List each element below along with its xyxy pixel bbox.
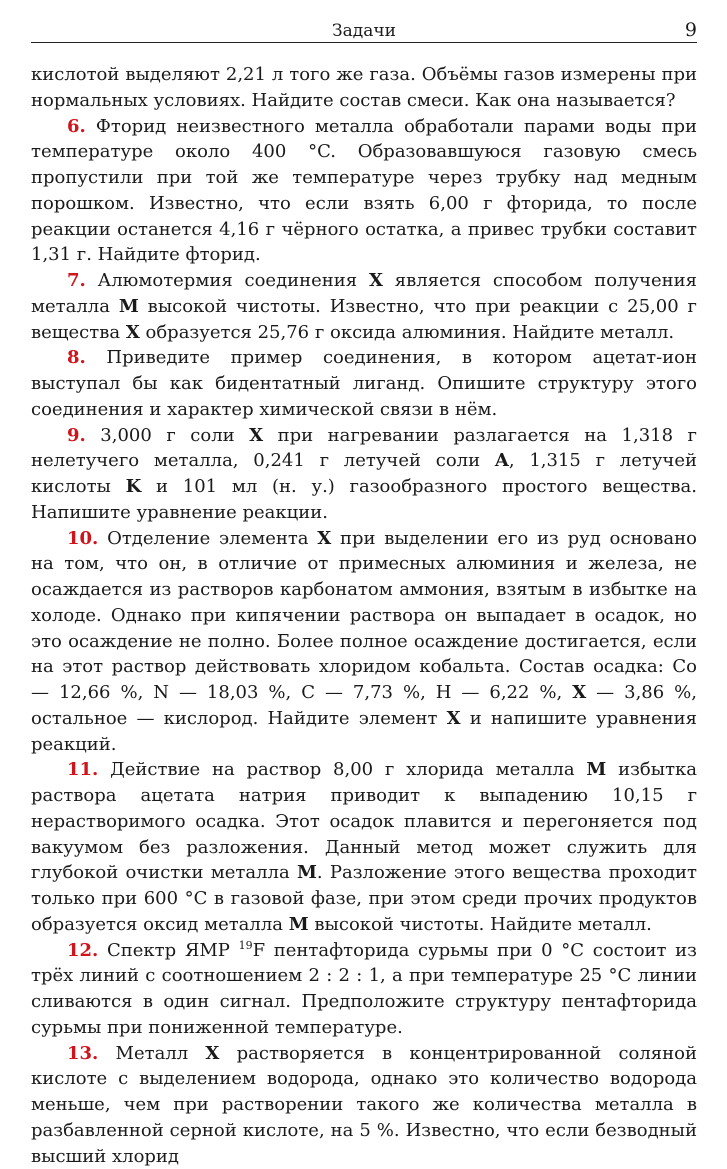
problem-number: 7. xyxy=(67,270,86,291)
problem-paragraph xyxy=(31,345,697,422)
problem-number: 10. xyxy=(67,528,98,549)
compound-label: M xyxy=(119,296,139,317)
text-run: Действие на раствор 8,00 г хлорида металла xyxy=(98,759,586,780)
text-run: — 3,86 %, остальное — кислород. Найдите элемент xyxy=(31,682,697,729)
compound-label: K xyxy=(126,476,142,497)
problem-paragraph xyxy=(31,423,697,526)
compound-label: X xyxy=(572,682,586,703)
problem-number: 12. xyxy=(67,940,98,961)
compound-label: X xyxy=(447,708,461,729)
text-run: кислотой выделяют 2,21 л того же газа. Объёмы газов измерены при нормальных условиях. Найдите состав смеси. Как она называется? xyxy=(31,64,697,111)
text-run: , 1,315 г летучей кислоты xyxy=(31,450,697,497)
text-run: при нагревании разлагается на 1,318 г нелетучего металла, 0,241 г летучей соли xyxy=(31,425,697,472)
text-run: является способом получения металла xyxy=(31,270,697,317)
isotope-superscript: 19 xyxy=(239,939,253,952)
problem-number: 9. xyxy=(67,425,86,446)
text-run: Приведите пример соединения, в котором ацетат-ион выступал бы как бидентатный лиганд. Опишите структуру этого соединения и характер химической связи в нём. xyxy=(31,347,697,420)
text-run: растворяется в концентрированной соляной кислоте с выделением водорода, однако это количество водорода меньше, чем при растворении такого же количества металла в разбавленной серной кислоте, на 5 %. Известно, что если безводный высший хлорид xyxy=(31,1043,697,1167)
text-run: Фторид неизвестного металла обработали парами воды при температуре около 400 °C. Образовавшуюся газовую смесь пропустили при той же температуре через трубку над медным порошком. Известно, что если взять 6,00 г фторида, то после реакции останется 4,16 г чёрного остатка, а привес трубки составит 1,31 г. Найдите фторид. xyxy=(31,116,697,266)
problem-paragraph xyxy=(31,1041,697,1169)
compound-label: X xyxy=(205,1043,219,1064)
compound-label: X xyxy=(317,528,331,549)
text-run: F пентафторида сурьмы при 0 °C состоит из трёх линий с соотношением 2 : 2 : 1, а при температуре 25 °C линии сливаются в один сигнал. Предположите структуру пентафторида сурьмы при пониженной температуре. xyxy=(31,940,697,1038)
book-page xyxy=(31,18,697,1169)
text-run: при выделении его из руд основано на том, что он, в отличие от примесных алюминия и железа, не осаждается из растворов карбонатом аммония, взятым в избытке на холоде. Однако при кипячении раствора он выпадает в осадок, но это осаждение не полно. Более полное осаждение достигается, если на этот раствор действовать хлоридом кобальта. Состав осадка: Co — 12,66 %, N — 18,03 %, C — 7,73 %, H — 6,22 %, xyxy=(31,528,697,704)
compound-label: M xyxy=(297,862,317,883)
compound-label: X xyxy=(369,270,383,291)
compound-label: X xyxy=(249,425,263,446)
running-head xyxy=(31,18,697,43)
problem-number: 13. xyxy=(67,1043,98,1064)
problem-paragraph xyxy=(31,268,697,345)
text-run: высокой чистоты. Найдите металл. xyxy=(309,914,652,935)
problem-number: 8. xyxy=(67,347,86,368)
problem-number: 11. xyxy=(67,759,98,780)
page-number: 9 xyxy=(685,19,697,41)
compound-label: A xyxy=(495,450,509,471)
problem-paragraph xyxy=(31,526,697,758)
text-run: Алюмотермия соединения xyxy=(86,270,369,291)
text-run: 3,000 г соли xyxy=(86,425,249,446)
text-run: Спектр ЯМР xyxy=(98,940,238,961)
text-run: . Разложение этого вещества проходит только при 600 °C в газовой фазе, при этом среди прочих продуктов образуется оксид металла xyxy=(31,862,697,935)
problems-text xyxy=(31,62,697,1169)
text-run: и напишите уравнения реакций. xyxy=(31,708,697,755)
compound-label: M xyxy=(586,759,606,780)
text-run: образуется 25,76 г оксида алюминия. Найдите металл. xyxy=(140,322,674,343)
text-run: и 101 мл (н. у.) газообразного простого вещества. Напишите уравнение реакции. xyxy=(31,476,697,523)
problem-paragraph xyxy=(31,938,697,1041)
running-title: Задачи xyxy=(31,21,697,41)
compound-label: X xyxy=(126,322,140,343)
compound-label: M xyxy=(289,914,309,935)
problem-paragraph xyxy=(31,114,697,269)
problem-number: 6. xyxy=(67,116,86,137)
text-run: избытка раствора ацетата натрия приводит к выпадению 10,15 г нерастворимого осадка. Этот осадок плавится и перегоняется под вакуумом без разложения. Данный метод может служить для глубокой очистки металла xyxy=(31,759,697,883)
continued-paragraph xyxy=(31,62,697,114)
problem-paragraph xyxy=(31,757,697,937)
text-run: высокой чистоты. Известно, что при реакции с 25,00 г вещества xyxy=(31,296,697,343)
text-run: Отделение элемента xyxy=(98,528,317,549)
text-run: Металл xyxy=(98,1043,205,1064)
